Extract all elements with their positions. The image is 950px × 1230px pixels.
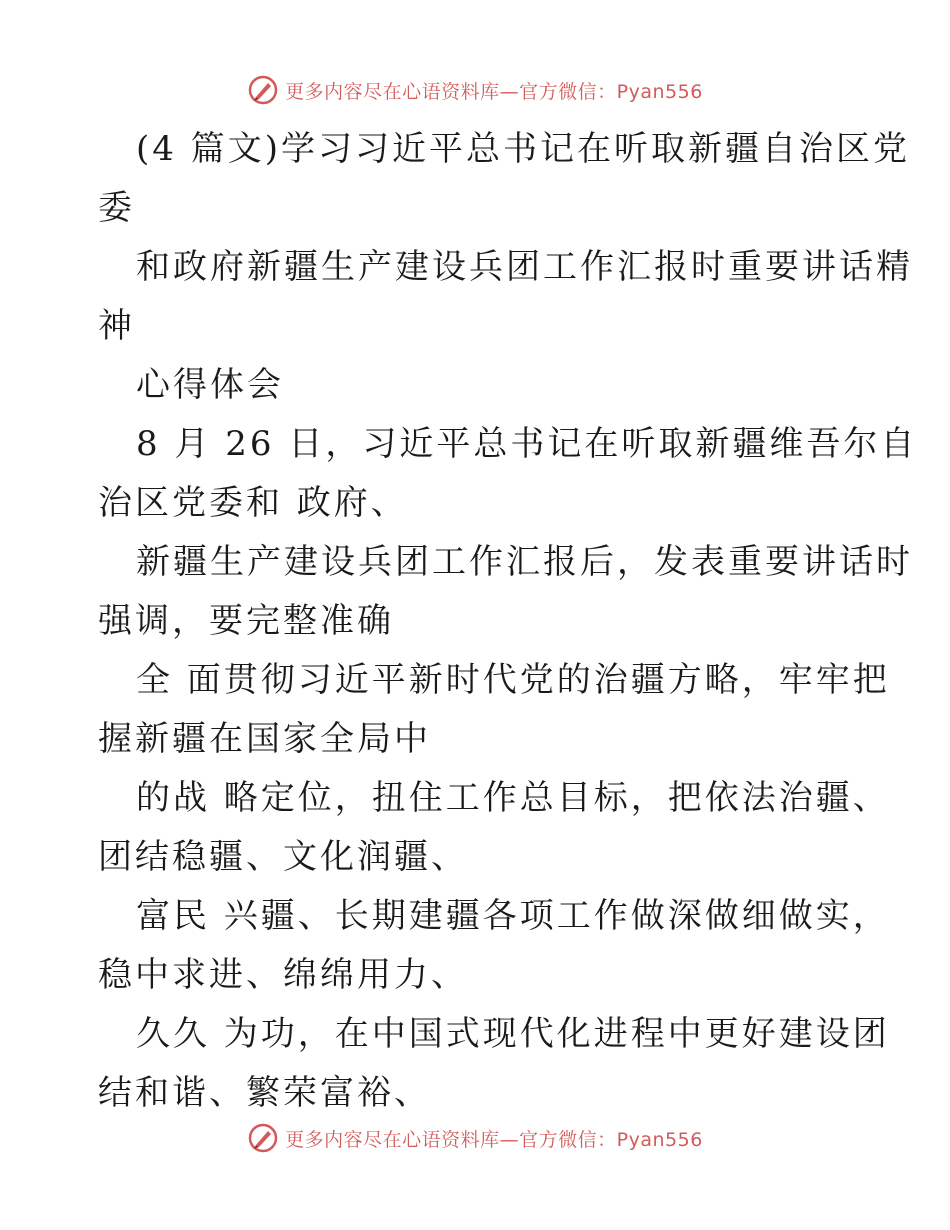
paragraph-line: 强调，要完整准确 — [98, 601, 394, 641]
footer-watermark-banner — [0, 1118, 950, 1158]
paragraph-line: 新疆生产建设兵团工作汇报后，发表重要讲话时 — [136, 542, 913, 582]
paragraph-5 — [98, 533, 913, 651]
paragraph-line: 结和谐、繁荣富裕、 — [98, 1073, 431, 1113]
paragraph-1 — [98, 120, 910, 238]
paragraph-line: (4 篇文)学习习近平总书记在听取新疆自治区党 — [136, 129, 910, 169]
footer-watermark-text: 更多内容尽在心语资料库—官方微信：Pyan556 — [285, 1128, 703, 1151]
paragraph-line: 握新疆在国家全局中 — [98, 719, 431, 759]
paragraph-line: 心得体会 — [136, 365, 284, 405]
pen-logo-icon — [247, 74, 279, 106]
paragraph-line: 的战 略定位，扭住工作总目标，把依法治疆、 — [136, 778, 890, 818]
paragraph-line: 8 月 26 日，习近平总书记在听取新疆维吾尔自 — [136, 424, 918, 464]
paragraph-line: 久久 为功，在中国式现代化进程中更好建设团 — [136, 1014, 890, 1054]
paragraph-3 — [98, 356, 858, 415]
paragraph-line: 治区党委和 政府、 — [98, 483, 408, 523]
paragraph-line: 全 面贯彻习近平新时代党的治疆方略，牢牢把 — [136, 660, 890, 700]
pen-logo-icon — [247, 1122, 279, 1154]
header-watermark-text: 更多内容尽在心语资料库—官方微信：Pyan556 — [285, 80, 703, 103]
paragraph-line: 富民 兴疆、长期建疆各项工作做深做细做实， — [136, 896, 890, 936]
paragraph-line: 稳中求进、绵绵用力、 — [98, 955, 468, 995]
header-watermark-banner — [0, 70, 950, 110]
paragraph-2 — [98, 238, 913, 356]
paragraph-line: 团结稳疆、文化润疆、 — [98, 837, 468, 877]
paragraph-9 — [98, 1005, 890, 1123]
paragraph-line: 委 — [98, 188, 135, 228]
document-body — [98, 120, 918, 1123]
paragraph-7 — [98, 769, 890, 887]
paragraph-4 — [98, 415, 918, 533]
paragraph-line: 和政府新疆生产建设兵团工作汇报时重要讲话精 — [136, 247, 913, 287]
paragraph-6 — [98, 651, 890, 769]
paragraph-8 — [98, 887, 890, 1005]
paragraph-line: 神 — [98, 306, 135, 346]
